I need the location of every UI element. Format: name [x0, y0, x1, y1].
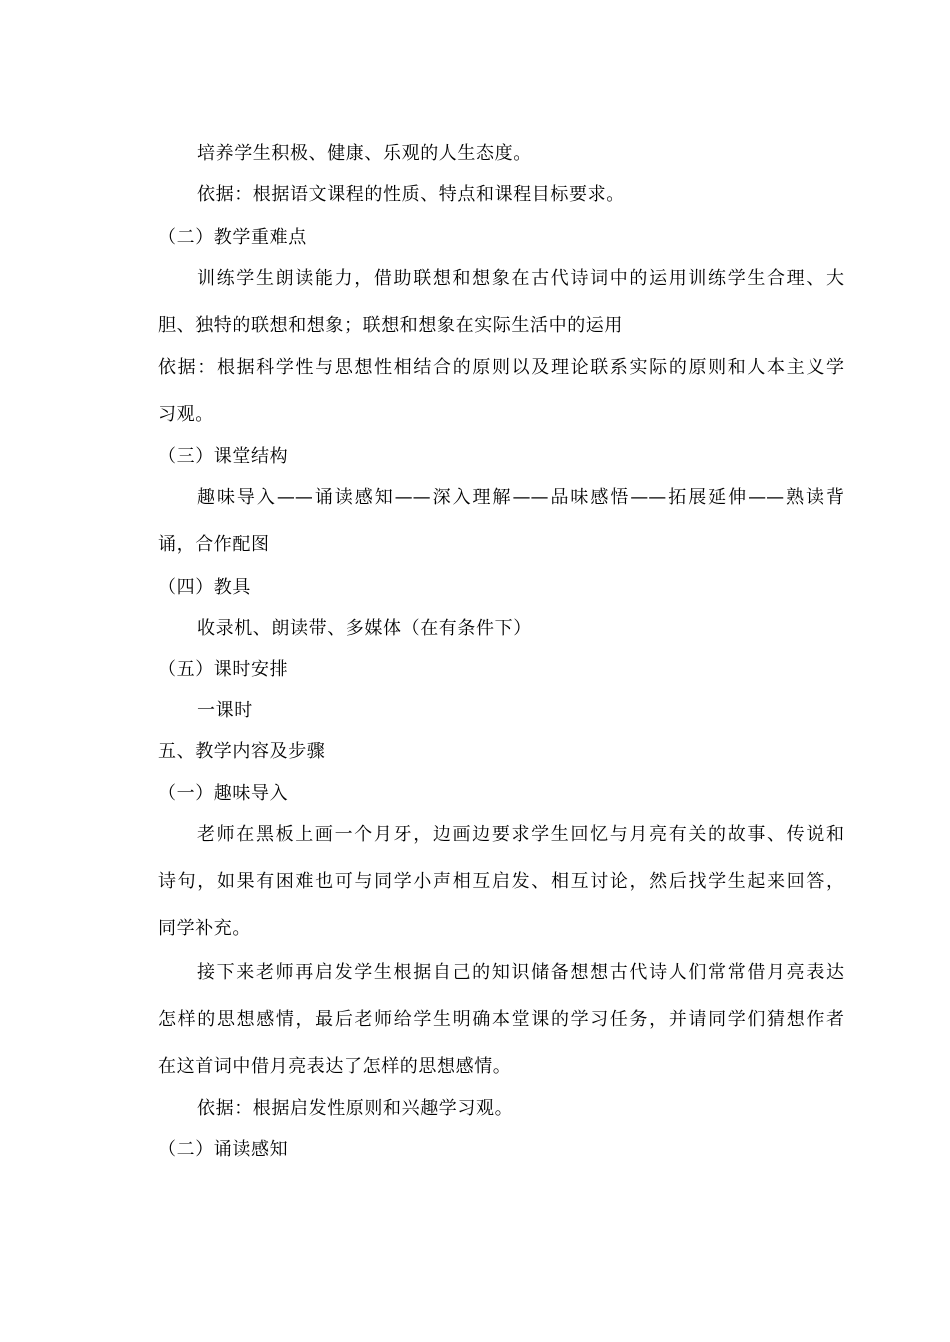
paragraph-line: 怎样的思想感情，最后老师给学生明确本堂课的学习任务，并请同学们猜想作者: [158, 1009, 844, 1030]
paragraph-line: 在这首词中借月亮表达了怎样的思想感情。: [158, 1056, 512, 1077]
section-heading: （二）诵读感知: [158, 1139, 289, 1160]
section-heading: （二）教学重难点: [158, 227, 307, 248]
paragraph-line: 一课时: [197, 700, 253, 721]
section-heading: （三）课堂结构: [158, 446, 289, 467]
paragraph-line: 接下来老师再启发学生根据自己的知识储备想想古代诗人们常常借月亮表达: [197, 962, 844, 983]
section-heading: （一）趣味导入: [158, 783, 289, 804]
section-heading: （五）课时安排: [158, 659, 289, 680]
paragraph-line: 训练学生朗读能力，借助联想和想象在古代诗词中的运用训练学生合理、大: [197, 268, 844, 289]
section-heading: （四）教具: [158, 577, 251, 598]
paragraph-line: 胆、独特的联想和想象；联想和想象在实际生活中的运用: [158, 315, 623, 336]
paragraph-line: 同学补充。: [158, 918, 251, 939]
paragraph-line: 诵，合作配图: [158, 534, 270, 555]
paragraph-line: 培养学生积极、健康、乐观的人生态度。: [197, 143, 532, 164]
paragraph-line: 老师在黑板上画一个月牙，边画边要求学生回忆与月亮有关的故事、传说和: [197, 824, 844, 845]
paragraph-line: 习观。: [158, 404, 214, 425]
paragraph-line: 依据：根据启发性原则和兴趣学习观。: [197, 1098, 514, 1119]
paragraph-line: 趣味导入——诵读感知——深入理解——品味感悟——拓展延伸——熟读背: [197, 487, 844, 508]
paragraph-line: 诗句，如果有困难也可与同学小声相互启发、相互讨论，然后找学生起来回答，: [158, 871, 844, 892]
paragraph-line: 依据：根据科学性与思想性相结合的原则以及理论联系实际的原则和人本主义学: [158, 357, 844, 378]
section-heading: 五、教学内容及步骤: [158, 741, 326, 762]
paragraph-line: 依据：根据语文课程的性质、特点和课程目标要求。: [197, 184, 625, 205]
paragraph-line: 收录机、朗读带、多媒体（在有条件下）: [197, 618, 532, 639]
